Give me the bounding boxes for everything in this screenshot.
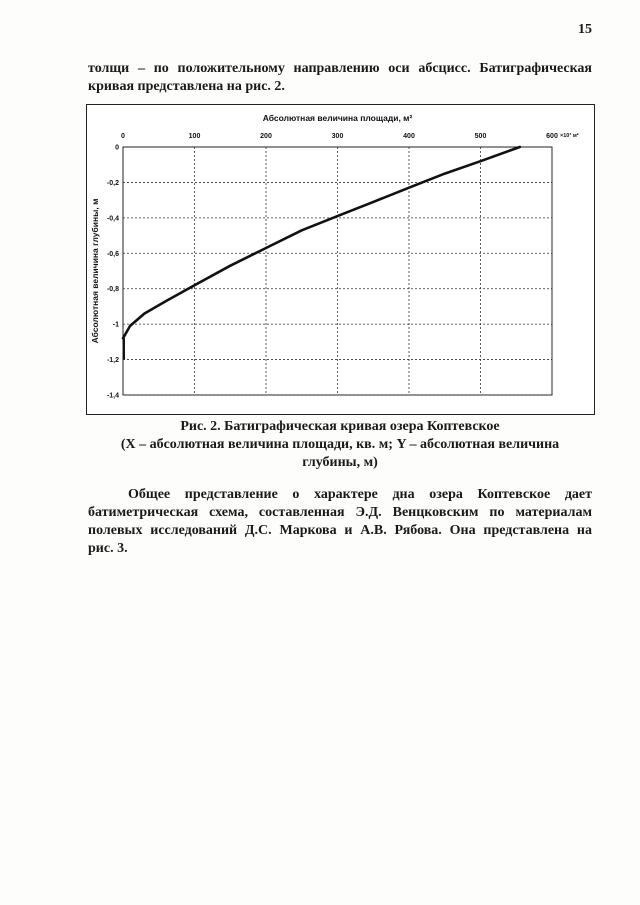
y-tick-label: -0,6 <box>106 250 119 258</box>
paragraph-line: рис. 3. <box>88 541 128 556</box>
paragraph-line: кривая представлена на рис. 2. <box>88 79 285 94</box>
paragraph-intro <box>88 60 592 96</box>
x-tick-label: 600 <box>546 133 558 140</box>
paragraph-bathymetric <box>88 486 592 558</box>
y-tick-label: -0,4 <box>106 215 119 223</box>
page-number: 15 <box>578 22 592 37</box>
x-tick-label: 0 <box>121 133 125 140</box>
y-axis-label: Абсолютная величина глубины, м <box>90 198 100 344</box>
x-tick-label: 200 <box>260 133 272 140</box>
figure-caption-legend-end: глубины, м) <box>302 455 378 470</box>
paragraph-line: полевых исследований Д.С. Маркова и А.В. Рябова. Она представлена на <box>88 523 592 538</box>
y-tick-label: -1,4 <box>106 392 119 400</box>
paragraph-line: батиметрическая схема, составленная Э.Д. Венцковским по материалам <box>88 505 592 520</box>
y-tick-label: -0,2 <box>106 179 119 187</box>
y-tick-label: -1,2 <box>106 357 119 365</box>
figure-caption-title: Рис. 2. Батиграфическая кривая озера Коптевское <box>180 419 500 434</box>
y-tick-label: 0 <box>115 144 119 152</box>
figure-caption-legend: (X – абсолютная величина площади, кв. м; Y – абсолютная величина <box>120 437 560 452</box>
x-unit-label: ×10³ м² <box>560 133 579 139</box>
x-tick-label: 100 <box>188 133 201 140</box>
y-tick-label: -0,8 <box>106 286 119 294</box>
paragraph-line: толщи – по положительному направлению оси абсцисс. Батиграфическая <box>88 61 592 76</box>
x-tick-label: 300 <box>331 133 344 140</box>
x-tick-label: 500 <box>474 133 487 140</box>
bathygraphic-chart <box>86 104 595 415</box>
chart-canvas <box>87 105 596 416</box>
x-tick-label: 400 <box>403 133 415 140</box>
paragraph-line: Общее представление о характере дна озера Коптевское дает <box>128 487 592 502</box>
chart-title: Абсолютная величина площади, м² <box>262 113 413 123</box>
y-tick-label: -1 <box>112 321 119 329</box>
